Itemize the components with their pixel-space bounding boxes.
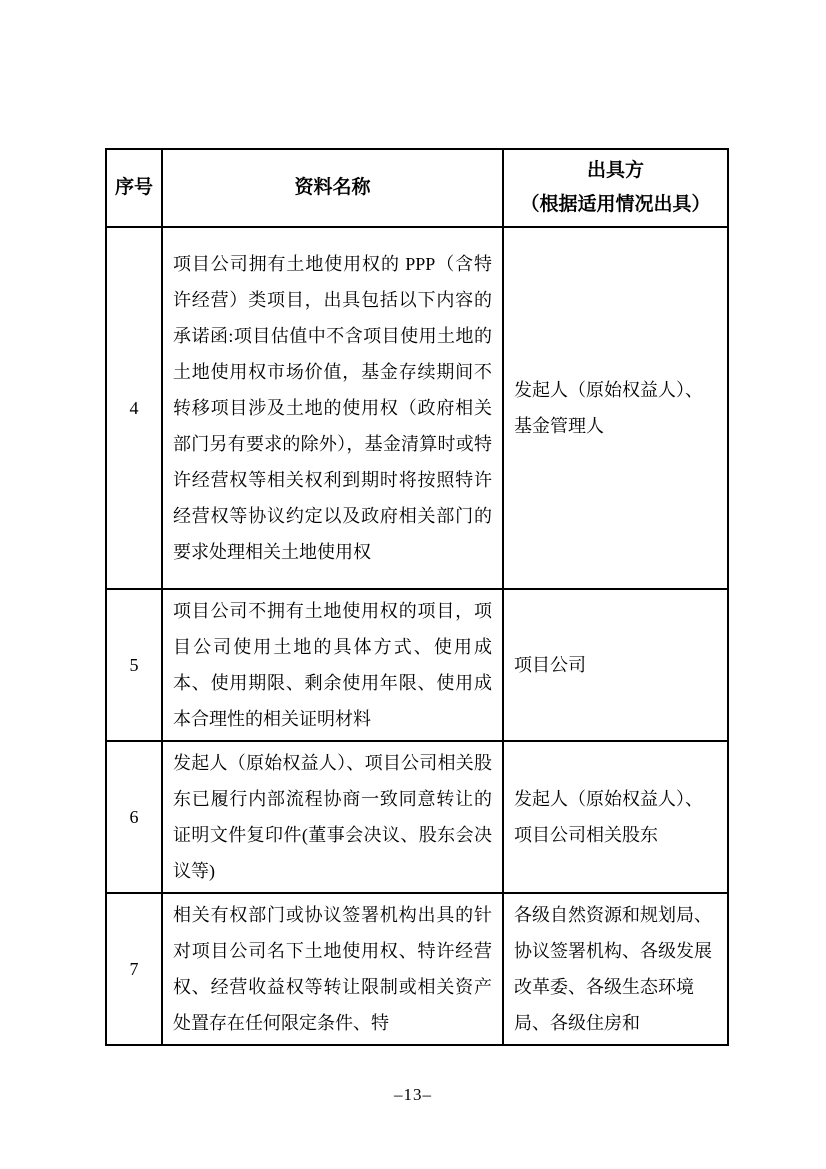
issuer-cell: 发起人（原始权益人）、项目公司相关股东 [503,741,728,893]
material-name-cell: 项目公司拥有土地使用权的 PPP（含特许经营）类项目，出具包括以下内容的承诺函:项目估值中不含项目使用土地的土地使用权市场价值，基金存续期间不转移项目涉及土地的使用权（政府相关部门另有要求的除外），基金清算时或特许经营权等相关权利到期时将按照特许经营权等协议约定以及政府相关部门的要求处理相关土地使用权 [162,227,503,589]
header-label-number: 序号 [114,177,153,198]
issuer-cell: 项目公司 [503,589,728,741]
issuer-cell: 发起人（原始权益人）、基金管理人 [503,227,728,589]
header-cell-issuer [503,149,728,227]
material-name-cell: 项目公司不拥有土地使用权的项目，项目公司使用土地的具体方式、使用成本、使用期限、剩余使用年限、使用成本合理性的相关证明材料 [162,589,503,741]
row-number-cell: 5 [106,589,162,741]
page-number: –13– [394,1085,432,1104]
header-cell-material-name [162,149,503,227]
material-name-cell: 发起人（原始权益人）、项目公司相关股东已履行内部流程协商一致同意转让的证明文件复印件(董事会决议、股东会决议等) [162,741,503,893]
row-number-cell: 6 [106,741,162,893]
table-row [106,893,728,1045]
materials-table [105,148,729,1046]
table-row [106,227,728,589]
row-number-cell: 4 [106,227,162,589]
header-cell-number [106,149,162,227]
material-name-cell: 相关有权部门或协议签署机构出具的针对项目公司名下土地使用权、特许经营权、经营收益权等转让限制或相关资产处置存在任何限定条件、特 [162,893,503,1045]
table-row [106,589,728,741]
header-label-issuer-line1: 出具方 [586,160,644,181]
issuer-cell: 各级自然资源和规划局、协议签署机构、各级发展改革委、各级生态环境局、各级住房和 [503,893,728,1045]
table-header-row [106,149,728,227]
header-label-issuer-line2: （根据适用情况出具） [520,194,711,215]
table-row [106,741,728,893]
row-number-cell: 7 [106,893,162,1045]
header-label-material-name: 资料名称 [294,177,371,198]
